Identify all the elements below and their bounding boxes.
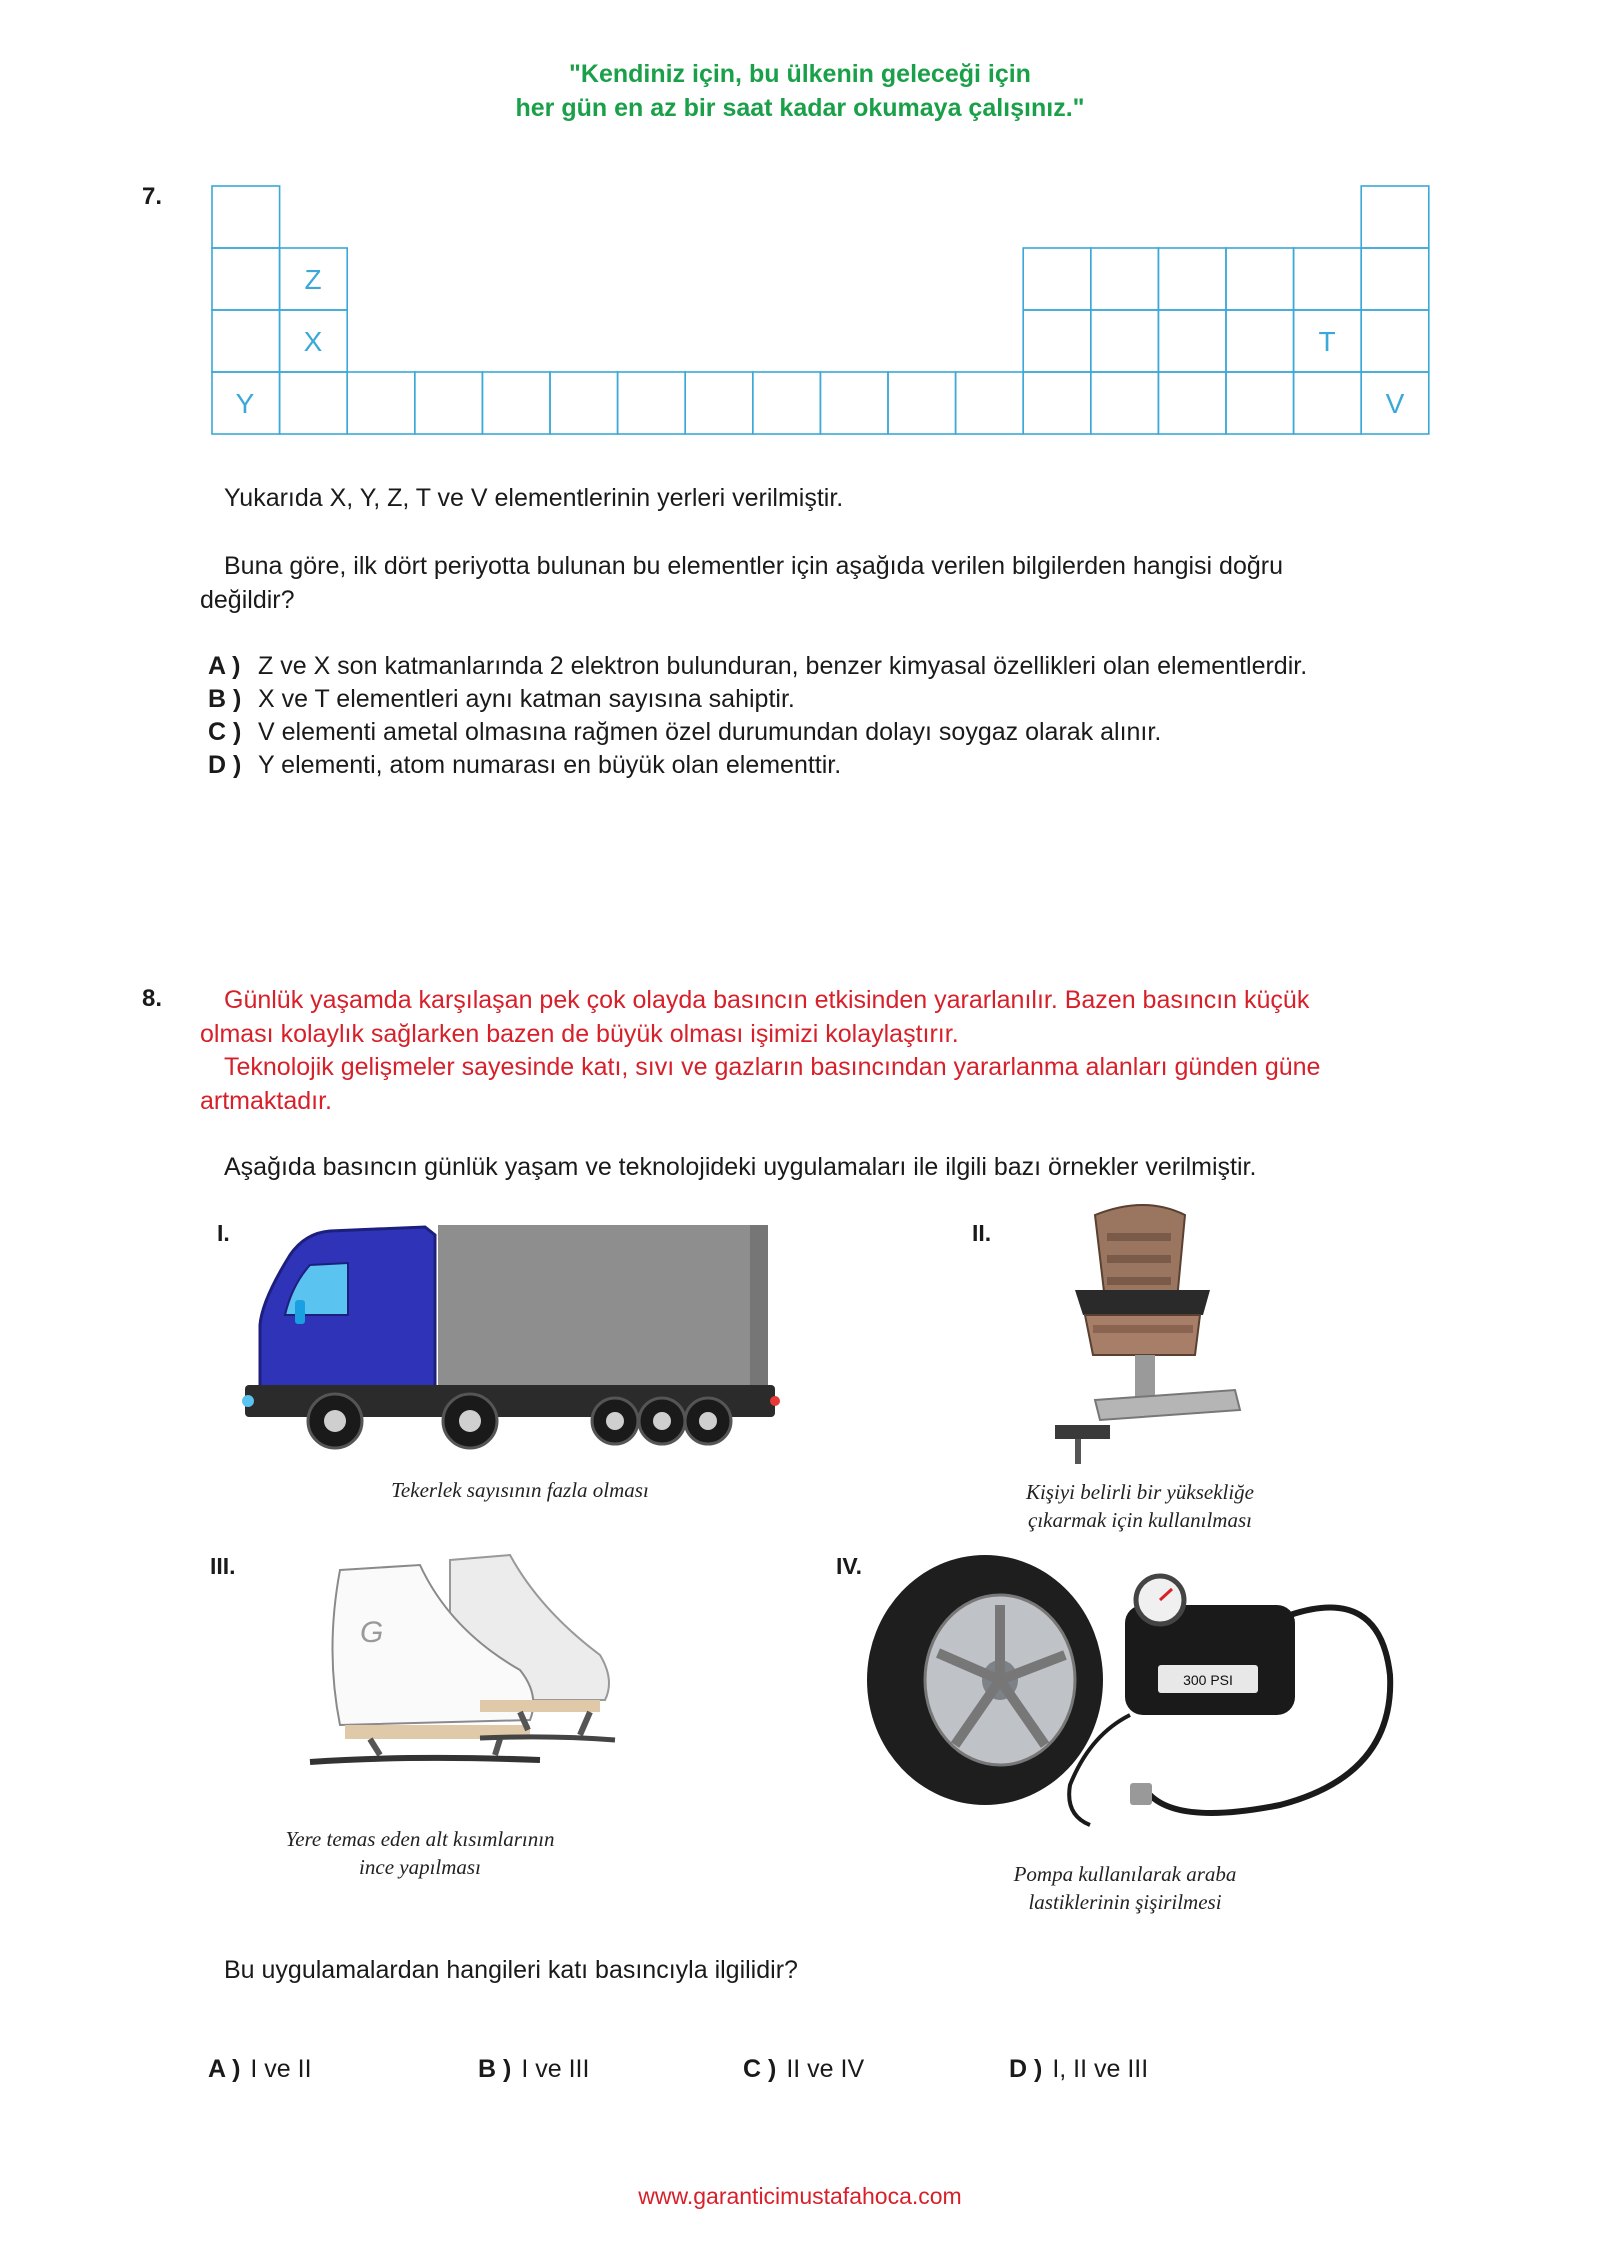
item-iii-numeral: III. [210, 1553, 236, 1579]
periodic-table-cell [1226, 310, 1294, 372]
answer-c-label: C ) [743, 2055, 777, 2083]
pump-rating-label: 300 PSI [1183, 1672, 1233, 1688]
item-iii-caption-line-1: Yere temas eden alt kısımlarının [285, 1827, 555, 1851]
question-7-option-c[interactable] [208, 716, 1161, 749]
option-c-text: V elementi ametal olmasına rağmen özel durumundan dolayı soygaz olarak alınır. [258, 718, 1162, 746]
option-c-label: C ) [208, 718, 242, 746]
periodic-table-cell [1091, 310, 1159, 372]
question-7-stem-line-2: değildir? [200, 586, 295, 614]
element-label-x: X [303, 326, 323, 357]
periodic-table-cell [415, 372, 483, 434]
motto-line-1: "Kendiniz için, bu ülkenin geleceği için [569, 60, 1031, 88]
tire-pump-illustration [860, 1555, 1400, 1840]
periodic-table-cell [1023, 248, 1091, 310]
question-8-para2-line-1: Teknolojik gelişmeler sayesinde katı, sıvı ve gazların basıncından yararlanma alanları günden güne [224, 1053, 1321, 1081]
periodic-table-cell [1091, 248, 1159, 310]
answer-c-text: II ve IV [786, 2055, 865, 2083]
periodic-table-cell [1158, 372, 1226, 434]
periodic-table-cell [1091, 372, 1159, 434]
item-iv-caption-line-1: Pompa kullanılarak araba [1013, 1862, 1237, 1886]
periodic-table-cell [1294, 248, 1362, 310]
answer-b-label: B ) [478, 2055, 512, 2083]
question-8-stem: Bu uygulamalardan hangileri katı basıncıyla ilgilidir? [224, 1956, 798, 1984]
skate-brand-logo: G [360, 1616, 384, 1649]
periodic-table-cell [618, 372, 686, 434]
periodic-table-cell [753, 372, 821, 434]
option-d-label: D ) [208, 751, 242, 779]
periodic-table-cell [280, 372, 348, 434]
question-8-para2-line-2: artmaktadır. [200, 1087, 332, 1115]
question-8-para1-line-2: olması kolaylık sağlarken bazen de büyük olması işimizi kolaylaştırır. [200, 1020, 959, 1048]
periodic-table-cell [212, 310, 280, 372]
question-7-stem-line-1: Buna göre, ilk dört periyotta bulunan bu elementler için aşağıda verilen bilgilerden hangisi doğru [224, 552, 1283, 580]
item-ii-numeral: II. [972, 1220, 992, 1246]
periodic-table-cell [1226, 372, 1294, 434]
element-label-v: V [1385, 388, 1405, 419]
periodic-table-cell [820, 372, 888, 434]
option-a-label: A ) [208, 652, 241, 680]
periodic-table-cell [1226, 248, 1294, 310]
periodic-table-cell [212, 248, 280, 310]
question-8-number: 8. [142, 985, 163, 1012]
question-7-option-d[interactable] [208, 749, 841, 782]
periodic-table-cell [347, 372, 415, 434]
answer-d-text: I, II ve III [1052, 2055, 1149, 2083]
question-8-answer-b[interactable] [478, 2055, 589, 2084]
question-8-para1-line-1: Günlük yaşamda karşılaşan pek çok olayda basıncın etkisinden yararlanılır. Bazen basıncın küçük [224, 986, 1310, 1014]
question-8-intro: Aşağıda basıncın günlük yaşam ve teknolojideki uygulamaları ile ilgili bazı örnekler verilmiştir. [224, 1153, 1257, 1181]
question-7-option-b[interactable] [208, 683, 795, 716]
truck-illustration [230, 1215, 790, 1455]
answer-b-text: I ve III [521, 2055, 590, 2083]
periodic-table-outline [0, 0, 1600, 460]
motto-line-2: her gün en az bir saat kadar okumaya çalışınız." [515, 94, 1085, 122]
element-label-t: T [1318, 326, 1336, 357]
periodic-table-cell [1158, 248, 1226, 310]
option-a-text: Z ve X son katmanlarında 2 elektron bulunduran, benzer kimyasal özellikleri olan elementlerdir. [258, 652, 1308, 680]
item-iii-caption-line-2: ince yapılması [359, 1855, 481, 1879]
periodic-table-cell [212, 186, 280, 248]
option-b-label: B ) [208, 685, 242, 713]
item-i-numeral: I. [217, 1220, 230, 1246]
periodic-table-cell [1023, 310, 1091, 372]
answer-d-label: D ) [1009, 2055, 1043, 2083]
periodic-table-cell [1023, 372, 1091, 434]
periodic-table-cell [685, 372, 753, 434]
element-label-y: Y [235, 388, 255, 419]
question-8-answer-a[interactable] [208, 2055, 312, 2084]
periodic-table-cell [1361, 248, 1429, 310]
periodic-table-cell [956, 372, 1024, 434]
item-ii-caption-line-2: çıkarmak için kullanılması [1028, 1508, 1252, 1532]
question-7-intro: Yukarıda X, Y, Z, T ve V elementlerinin yerleri verilmiştir. [224, 484, 844, 512]
question-7-number: 7. [142, 183, 163, 210]
item-iv-numeral: IV. [836, 1553, 863, 1579]
question-7-option-a[interactable] [208, 650, 1307, 683]
answer-a-label: A ) [208, 2055, 241, 2083]
periodic-table-cell [1294, 372, 1362, 434]
item-ii-caption-line-1: Kişiyi belirli bir yüksekliğe [1025, 1480, 1255, 1504]
element-label-z: Z [304, 264, 322, 295]
option-b-text: X ve T elementleri aynı katman sayısına sahiptir. [258, 685, 795, 713]
item-iv-caption-line-2: lastiklerinin şişirilmesi [1028, 1890, 1222, 1914]
periodic-table-cell [1361, 310, 1429, 372]
answer-a-text: I ve II [250, 2055, 312, 2083]
periodic-table-cell [888, 372, 956, 434]
footer-website-link[interactable]: www.garanticimustafahoca.com [638, 2183, 962, 2209]
item-i-caption: Tekerlek sayısının fazla olması [391, 1478, 649, 1502]
periodic-table-cell [1361, 186, 1429, 248]
question-8-answer-d[interactable] [1009, 2055, 1148, 2084]
question-8-answer-c[interactable] [743, 2055, 864, 2084]
ice-skates-illustration [300, 1550, 620, 1790]
option-d-text: Y elementi, atom numarası en büyük olan elementtir. [258, 751, 842, 779]
periodic-table-cell [550, 372, 618, 434]
periodic-table-cell [1158, 310, 1226, 372]
barber-chair-illustration [1035, 1195, 1255, 1470]
periodic-table-cell [482, 372, 550, 434]
